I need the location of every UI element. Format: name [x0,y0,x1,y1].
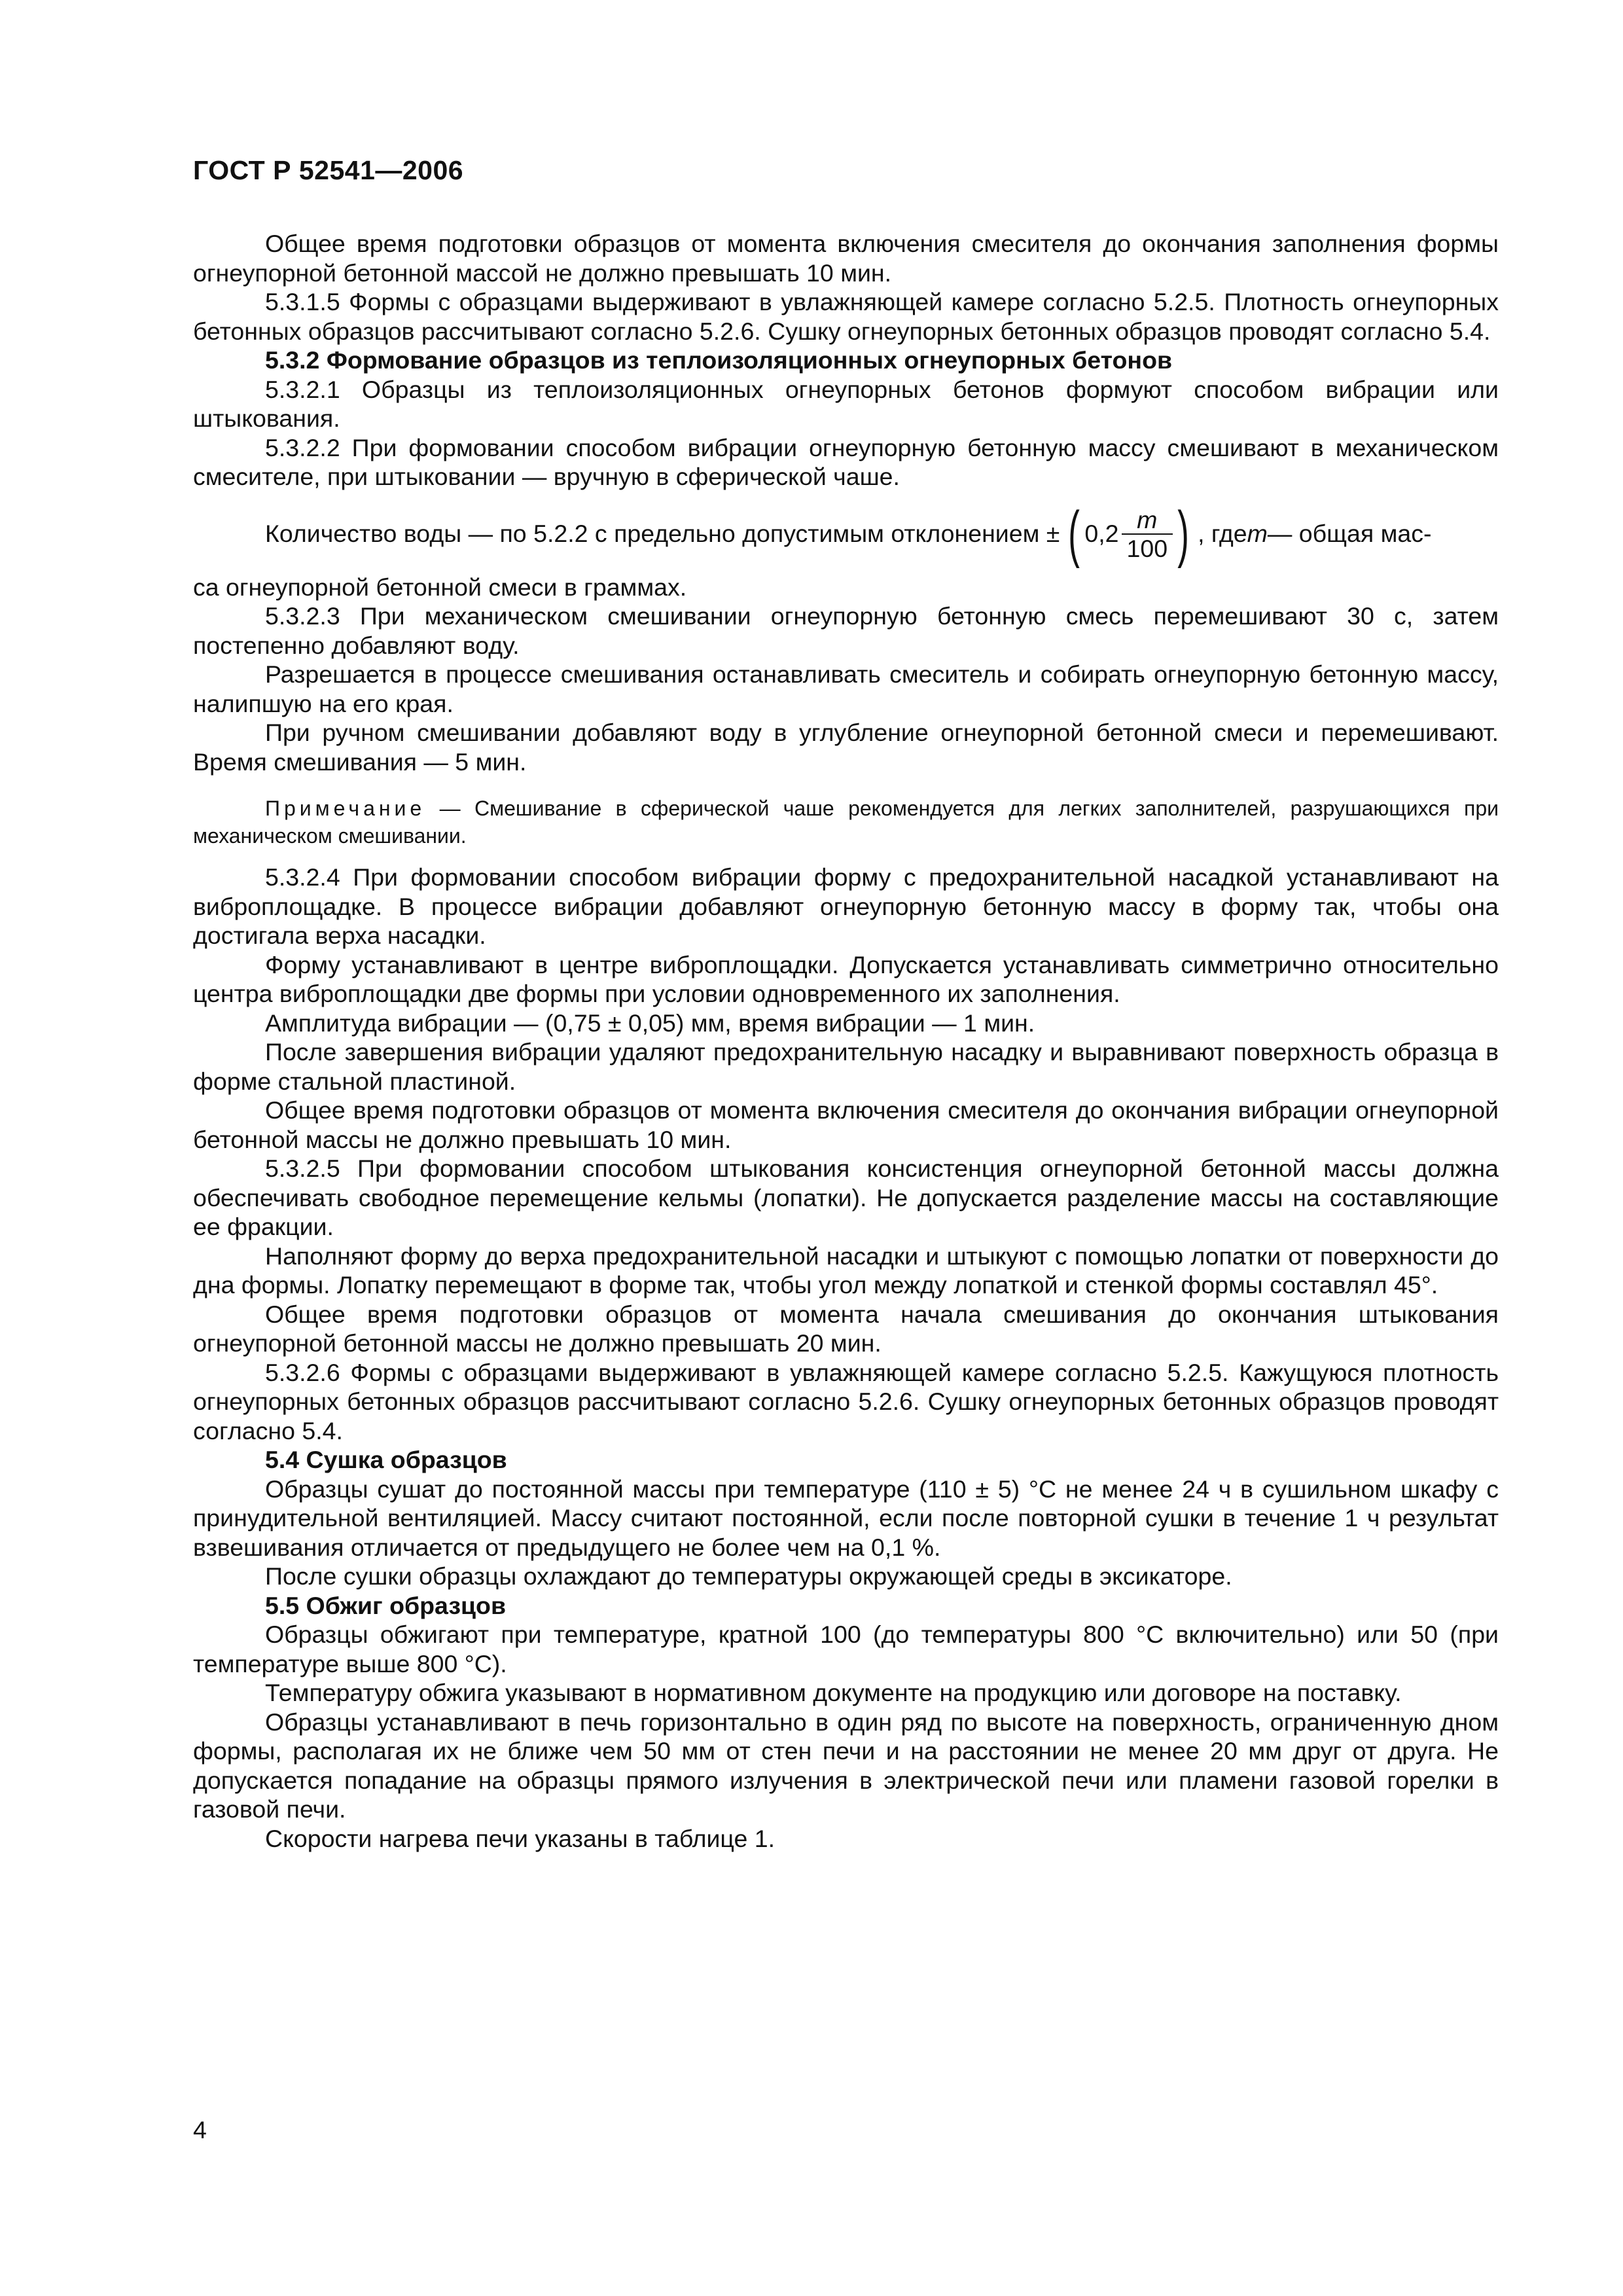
paragraph: Форму устанавливают в центре виброплощадки. Допускается устанавливать симметрично относительно центра виброплощадки две формы при условии одновременного их заполнения. [193,950,1499,1007]
document-header: ГОСТ Р 52541—2006 [193,155,464,185]
paragraph: После завершения вибрации удаляют предохранительную насадку и выравнивают поверхность образца в форме стальной пластиной. [193,1038,1499,1095]
formula-text-before: Количество воды — по 5.2.2 с предельно допустимым отклонением ± [265,520,1060,548]
note-text: — Смешивание в сферической чаше рекомендуется для легких заполнителей, разрушающихся при механическом смешивании. [193,797,1499,848]
fraction-denominator: 100 [1122,533,1173,562]
paragraph: Общее время подготовки образцов от момента включения смесителя до окончания вибрации огнеупорной бетонной массы не должно превышать 10 мин. [193,1096,1499,1153]
document-page [193,0,1499,2296]
right-paren: ) [1177,498,1189,569]
paragraph: 5.3.2.2 При формовании способом вибрации огнеупорную бетонную массу смешивают в механическом смесителе, при штыковании — вручную в сферической чаше. [193,433,1499,490]
paragraph: Скорости нагрева печи указаны в таблице 1. [265,1824,776,1852]
formula-variable: m [1247,520,1268,548]
formula-continuation: са огнеупорной бетонной смеси в граммах. [193,573,687,601]
paragraph: 5.3.2.5 При формовании способом штыкования консистенция огнеупорной бетонной массы должна обеспечивать свободное перемещение кельмы (лопатки). Не допускается разделение массы на составляющие ее фракции. [193,1155,1499,1240]
page-number: 4 [193,2116,207,2144]
section-heading: 5.4 Сушка образцов [265,1446,507,1473]
formula-text-after-2: — общая мас- [1267,520,1432,548]
paragraph: 5.3.2.3 При механическом смешивании огнеупорную бетонную смесь перемешивают 30 с, затем постепенно добавляют воду. [193,602,1499,659]
fraction [1122,506,1173,562]
document-body [193,229,1499,1853]
paragraph: Общее время подготовки образцов от момента начала смешивания до окончания штыкования огнеупорной бетонной массы не должно превышать 20 мин. [193,1300,1499,1357]
note-label: Примечание [265,797,426,820]
paragraph: Образцы устанавливают в печь горизонтально в один ряд по высоте на поверхность, ограниченную дном формы, располагая их не ближе чем 50 мм от стен печи и на расстоянии не менее 20 мм друг от друга. Не допускается попадание на образцы прямого излучения в электрической печи или пламени газовой горелки в газовой печи. [193,1708,1499,1823]
paragraph: 5.3.2.4 При формовании способом вибрации форму с предохранительной насадкой устанавливают на виброплощадке. В процессе вибрации добавляют огнеупорную бетонную массу в форму так, чтобы она достигала верха насадки. [193,863,1499,949]
paragraph: После сушки образцы охлаждают до температуры окружающей среды в эксикаторе. [265,1562,1232,1590]
paragraph: Наполняют форму до верха предохранительной насадки и штыкуют с помощью лопатки от поверхности до дна формы. Лопатку перемещают в форме так, чтобы угол между лопаткой и стенкой формы составлял 45°. [193,1242,1499,1299]
fraction-numerator: m [1137,505,1158,533]
paragraph: Разрешается в процессе смешивания останавливать смеситель и собирать огнеупорную бетонную массу, налипшую на его края. [193,660,1499,717]
paragraph: 5.3.1.5 Формы с образцами выдерживают в увлажняющей камере согласно 5.2.5. Плотность огнеупорных бетонных образцов рассчитывают согласно 5.2.6. Сушку огнеупорных бетонных образцов проводят согласно 5.4. [193,288,1499,345]
formula-line [193,495,1499,573]
paragraph: Образцы обжигают при температуре, кратной 100 (до температуры 800 °С включительно) или 50 (при температуре выше 800 °С). [193,1621,1499,1677]
paragraph: Температуру обжига указывают в нормативном документе на продукцию или договоре на поставку. [265,1679,1402,1706]
formula-expression [1063,498,1194,569]
paragraph: Амплитуда вибрации — (0,75 ± 0,05) мм, время вибрации — 1 мин. [265,1009,1035,1037]
paragraph: 5.3.2.6 Формы с образцами выдерживают в увлажняющей камере согласно 5.2.5. Кажущуюся плотность огнеупорных бетонных образцов рассчитывают согласно 5.2.6. Сушку огнеупорных бетонных образцов проводят согласно 5.4. [193,1358,1499,1444]
formula-text-after: , где [1198,520,1247,548]
paragraph: При ручном смешивании добавляют воду в углубление огнеупорной бетонной смеси и перемешивают. Время смешивания — 5 мин. [193,719,1499,776]
note [193,795,1499,850]
paragraph: Образцы сушат до постоянной массы при температуре (110 ± 5) °С не менее 24 ч в сушильном шкафу с принудительной вентиляцией. Массу считают постоянной, если после повторной сушки в течение 1 ч результат взвешивания отличается от предыдущего не более чем на 0,1 %. [193,1475,1499,1561]
section-heading: 5.3.2 Формование образцов из теплоизоляционных огнеупорных бетонов [265,346,1173,374]
paragraph: Общее время подготовки образцов от момента включения смесителя до окончания заполнения формы огнеупорной бетонной массой не должно превышать 10 мин. [193,230,1499,287]
section-heading: 5.5 Обжиг образцов [265,1591,507,1619]
left-paren: ( [1068,498,1080,569]
paragraph: 5.3.2.1 Образцы из теплоизоляционных огнеупорных бетонов формуют способом вибрации или штыкования. [193,375,1499,432]
formula-coefficient: 0,2 [1084,520,1119,548]
